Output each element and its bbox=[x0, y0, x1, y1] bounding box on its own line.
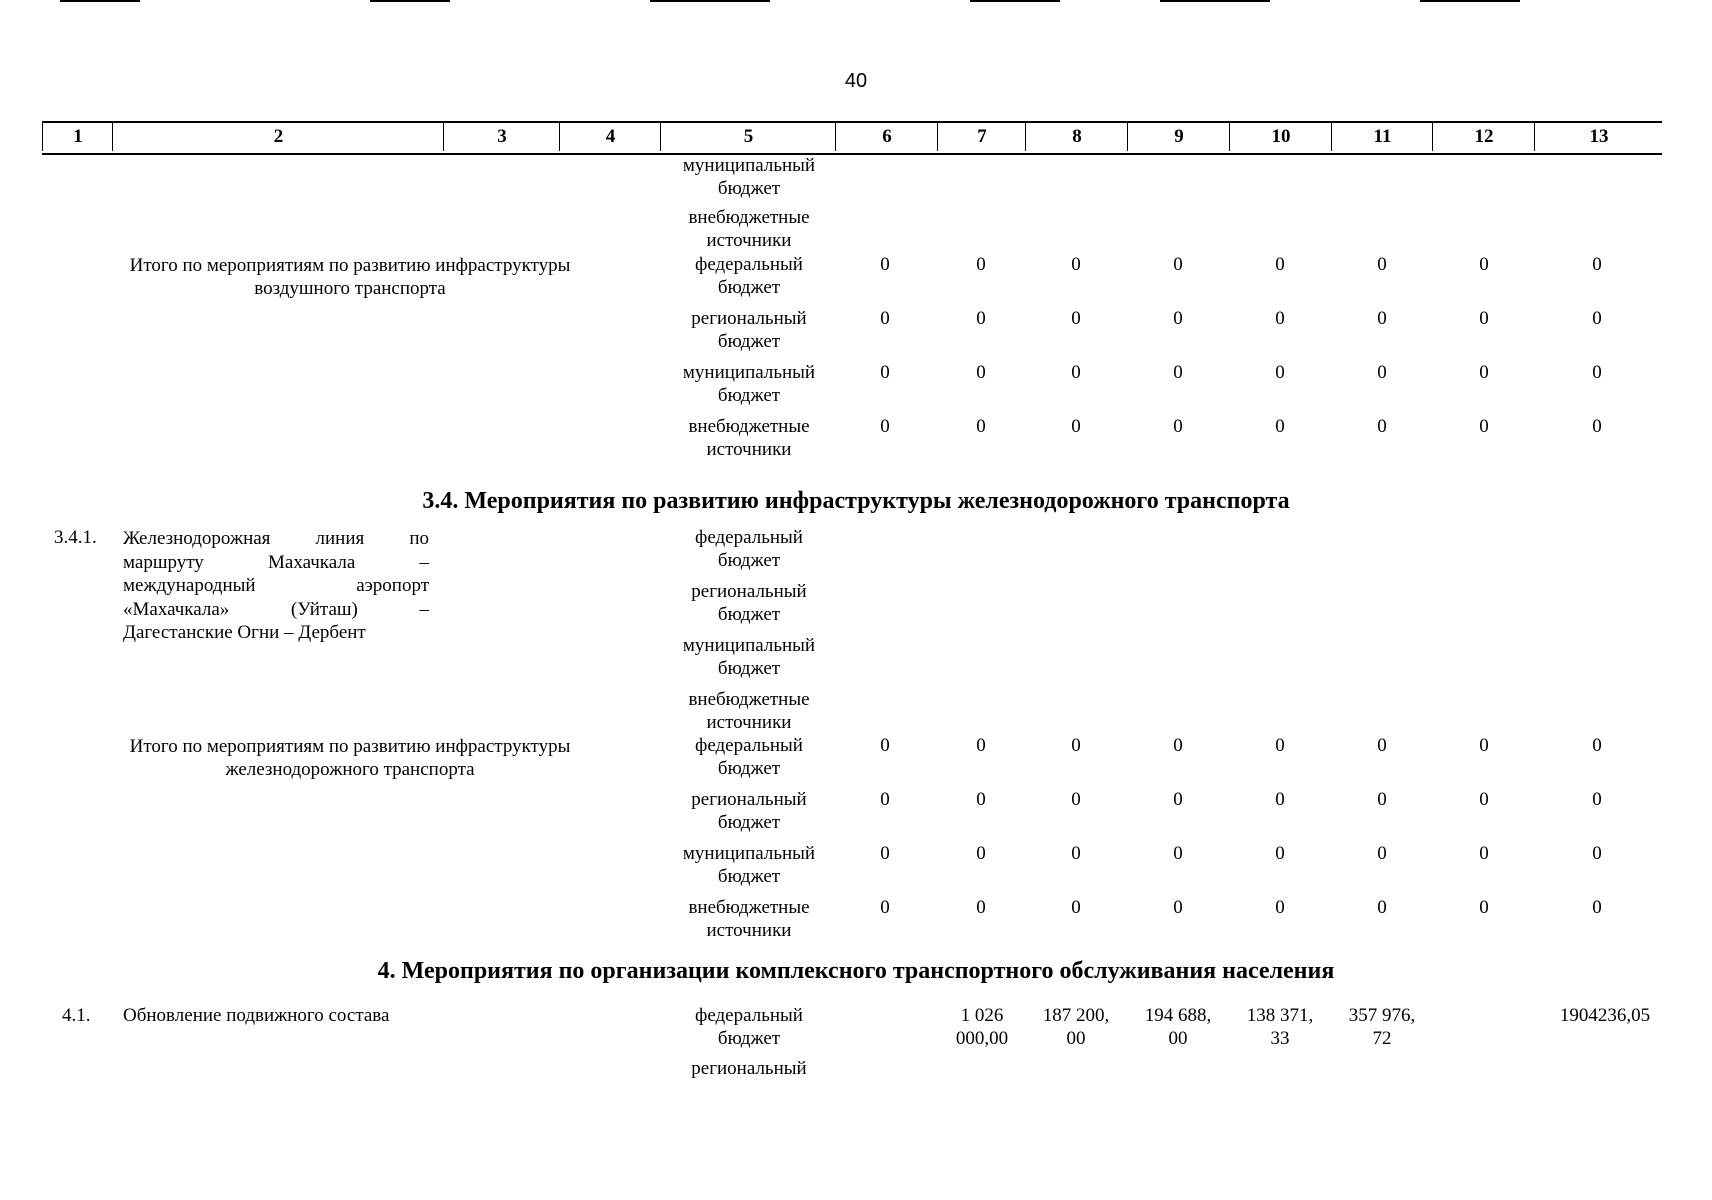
source-line: источники bbox=[706, 920, 792, 941]
header-col-2: 2 bbox=[112, 123, 444, 151]
zero-value-cell: 0 bbox=[1592, 362, 1602, 383]
word: маршруту bbox=[123, 551, 204, 573]
item-number: 4.1. bbox=[62, 1005, 91, 1026]
zero-value-cell: 0 bbox=[880, 416, 890, 437]
source-line: источники bbox=[706, 230, 792, 251]
source-line: бюджет bbox=[717, 178, 781, 199]
source-line: региональный bbox=[691, 1058, 807, 1079]
section-heading-3-4: 3.4. Мероприятия по развитию инфраструктуры железнодорожного транспорта bbox=[422, 488, 1290, 514]
source-line: внебюджетные bbox=[688, 416, 810, 437]
source-line: муниципальный bbox=[682, 843, 816, 864]
source-line: федеральный bbox=[695, 254, 803, 275]
zero-value-cell: 0 bbox=[1377, 897, 1387, 918]
source-line: федеральный bbox=[695, 735, 803, 756]
source-line: муниципальный bbox=[682, 635, 816, 656]
zero-value-cell: 0 bbox=[1071, 897, 1081, 918]
source-cell bbox=[660, 307, 838, 353]
zero-value-cell: 0 bbox=[1071, 308, 1081, 329]
word: «Махачкала» bbox=[123, 598, 230, 620]
source-cell bbox=[660, 154, 838, 200]
zero-value-cell: 0 bbox=[1173, 843, 1183, 864]
zero-value-cell: 0 bbox=[1275, 362, 1285, 383]
source-line: муниципальный bbox=[682, 155, 816, 176]
source-cell bbox=[660, 634, 838, 680]
zero-value-cell: 0 bbox=[1592, 897, 1602, 918]
source-cell bbox=[660, 896, 838, 942]
source-line: бюджет bbox=[717, 604, 781, 625]
zero-value-cell: 0 bbox=[1173, 362, 1183, 383]
zero-value-cell: 0 bbox=[1592, 735, 1602, 756]
value-cell-col-7 bbox=[932, 1004, 1032, 1050]
word: Дагестанские Огни – Дербент bbox=[123, 622, 366, 643]
zero-value-cell: 0 bbox=[1377, 254, 1387, 275]
zero-value-cell: 0 bbox=[1071, 735, 1081, 756]
word: – bbox=[419, 551, 429, 573]
zero-value-cell: 0 bbox=[1377, 416, 1387, 437]
zero-value-cell: 0 bbox=[976, 362, 986, 383]
zero-value-cell: 0 bbox=[1377, 362, 1387, 383]
item-name-line bbox=[123, 598, 429, 622]
item-name-line bbox=[123, 574, 429, 598]
total-label-line: воздушного транспорта bbox=[254, 278, 446, 299]
source-cell bbox=[660, 1057, 838, 1080]
zero-value-cell: 0 bbox=[1071, 416, 1081, 437]
source-line: региональный bbox=[691, 789, 807, 810]
zero-value-cell: 0 bbox=[880, 897, 890, 918]
zero-value-cell: 0 bbox=[880, 789, 890, 810]
header-col-5: 5 bbox=[660, 123, 836, 151]
zero-value-cell: 0 bbox=[1275, 735, 1285, 756]
word: Махачкала bbox=[268, 551, 356, 573]
header-col-6: 6 bbox=[835, 123, 938, 151]
word: Железнодорожная bbox=[123, 528, 271, 549]
value-line: 357 976, bbox=[1348, 1005, 1416, 1026]
zero-value-cell: 0 bbox=[976, 789, 986, 810]
value-line: 138 371, bbox=[1246, 1005, 1314, 1026]
zero-value-cell: 0 bbox=[1275, 789, 1285, 810]
zero-value-cell: 0 bbox=[1173, 254, 1183, 275]
zero-value-cell: 0 bbox=[1377, 735, 1387, 756]
value-line: 000,00 bbox=[955, 1028, 1009, 1049]
zero-value-cell: 0 bbox=[1173, 897, 1183, 918]
header-col-12: 12 bbox=[1432, 123, 1535, 151]
zero-value-cell: 0 bbox=[1275, 416, 1285, 437]
item-name-line bbox=[123, 527, 429, 551]
zero-value-cell: 0 bbox=[1173, 308, 1183, 329]
source-cell bbox=[660, 361, 838, 407]
zero-value-cell: 0 bbox=[1479, 416, 1489, 437]
item-name-line bbox=[123, 551, 429, 575]
page-number: 40 bbox=[844, 70, 868, 92]
source-cell bbox=[660, 734, 838, 780]
source-line: муниципальный bbox=[682, 362, 816, 383]
zero-value-cell: 0 bbox=[1592, 308, 1602, 329]
zero-value-cell: 0 bbox=[1592, 843, 1602, 864]
source-cell bbox=[660, 253, 838, 299]
value-cell-col-8 bbox=[1026, 1004, 1126, 1050]
word: (Уйташ) bbox=[290, 598, 358, 620]
source-line: внебюджетные bbox=[688, 207, 810, 228]
total-label-line: Итого по мероприятиям по развитию инфраструктуры bbox=[129, 736, 571, 757]
zero-value-cell: 0 bbox=[976, 843, 986, 864]
source-line: бюджет bbox=[717, 331, 781, 352]
source-line: бюджет bbox=[717, 385, 781, 406]
item-number: 3.4.1. bbox=[54, 527, 97, 548]
item-name: Обновление подвижного состава bbox=[123, 1005, 390, 1026]
source-line: источники bbox=[706, 439, 792, 460]
zero-value-cell: 0 bbox=[1071, 254, 1081, 275]
item-name-line bbox=[123, 621, 429, 645]
zero-value-cell: 0 bbox=[880, 308, 890, 329]
source-cell bbox=[660, 842, 838, 888]
header-col-10: 10 bbox=[1229, 123, 1332, 151]
zero-value-cell: 0 bbox=[1479, 789, 1489, 810]
total-label-line: Итого по мероприятиям по развитию инфраструктуры bbox=[129, 255, 571, 276]
source-cell bbox=[660, 526, 838, 572]
section-heading-4: 4. Мероприятия по организации комплексного транспортного обслуживания населения bbox=[377, 958, 1335, 984]
source-cell bbox=[660, 688, 838, 734]
zero-value-cell: 0 bbox=[1173, 735, 1183, 756]
zero-value-cell: 0 bbox=[1275, 308, 1285, 329]
header-col-13: 13 bbox=[1534, 123, 1663, 151]
zero-value-cell: 0 bbox=[976, 416, 986, 437]
zero-value-cell: 0 bbox=[1479, 362, 1489, 383]
total-label-line: железнодорожного транспорта bbox=[225, 759, 475, 780]
source-line: региональный bbox=[691, 308, 807, 329]
value-line: 00 bbox=[1066, 1028, 1086, 1049]
source-line: федеральный bbox=[695, 527, 803, 548]
zero-value-cell: 0 bbox=[1275, 843, 1285, 864]
source-cell bbox=[660, 788, 838, 834]
value-cell-col-10 bbox=[1230, 1004, 1330, 1050]
zero-value-cell: 0 bbox=[1071, 362, 1081, 383]
zero-value-cell: 0 bbox=[976, 254, 986, 275]
zero-value-cell: 0 bbox=[1071, 789, 1081, 810]
rail-total-label bbox=[110, 735, 590, 781]
value-line: 33 bbox=[1270, 1028, 1290, 1049]
source-line: бюджет bbox=[717, 812, 781, 833]
source-cell bbox=[660, 1004, 838, 1050]
source-cell bbox=[660, 580, 838, 626]
value-cell-col-13: 1904236,05 bbox=[1559, 1005, 1651, 1026]
zero-value-cell: 0 bbox=[1377, 308, 1387, 329]
source-line: бюджет bbox=[717, 866, 781, 887]
source-line: бюджет bbox=[717, 658, 781, 679]
value-line: 194 688, bbox=[1144, 1005, 1212, 1026]
item-name bbox=[123, 527, 429, 645]
value-line: 187 200, bbox=[1042, 1005, 1110, 1026]
word: аэропорт bbox=[356, 575, 429, 596]
source-line: региональный bbox=[691, 581, 807, 602]
zero-value-cell: 0 bbox=[1592, 789, 1602, 810]
zero-value-cell: 0 bbox=[880, 843, 890, 864]
zero-value-cell: 0 bbox=[1479, 843, 1489, 864]
zero-value-cell: 0 bbox=[1275, 897, 1285, 918]
zero-value-cell: 0 bbox=[976, 308, 986, 329]
source-line: федеральный bbox=[695, 1005, 803, 1026]
source-cell bbox=[660, 206, 838, 252]
source-line: внебюджетные bbox=[688, 897, 810, 918]
zero-value-cell: 0 bbox=[1173, 416, 1183, 437]
zero-value-cell: 0 bbox=[1377, 843, 1387, 864]
zero-value-cell: 0 bbox=[976, 735, 986, 756]
zero-value-cell: 0 bbox=[1479, 897, 1489, 918]
zero-value-cell: 0 bbox=[1071, 843, 1081, 864]
value-line: 00 bbox=[1168, 1028, 1188, 1049]
value-line: 72 bbox=[1372, 1028, 1392, 1049]
zero-value-cell: 0 bbox=[1479, 308, 1489, 329]
word: по bbox=[409, 528, 429, 549]
zero-value-cell: 0 bbox=[880, 362, 890, 383]
value-cell-col-11 bbox=[1332, 1004, 1432, 1050]
source-cell bbox=[660, 415, 838, 461]
header-col-9: 9 bbox=[1127, 123, 1230, 151]
header-col-4: 4 bbox=[559, 123, 661, 151]
source-line: бюджет bbox=[717, 550, 781, 571]
zero-value-cell: 0 bbox=[880, 735, 890, 756]
source-line: внебюджетные bbox=[688, 689, 810, 710]
word: линия bbox=[315, 528, 365, 549]
zero-value-cell: 0 bbox=[1479, 254, 1489, 275]
source-line: бюджет bbox=[717, 277, 781, 298]
header-col-8: 8 bbox=[1025, 123, 1128, 151]
air-total-label bbox=[110, 254, 590, 300]
header-col-3: 3 bbox=[443, 123, 560, 151]
zero-value-cell: 0 bbox=[1275, 254, 1285, 275]
zero-value-cell: 0 bbox=[1479, 735, 1489, 756]
header-col-1: 1 bbox=[42, 123, 113, 151]
source-line: источники bbox=[706, 712, 792, 733]
zero-value-cell: 0 bbox=[1377, 789, 1387, 810]
zero-value-cell: 0 bbox=[976, 897, 986, 918]
zero-value-cell: 0 bbox=[880, 254, 890, 275]
zero-value-cell: 0 bbox=[1592, 416, 1602, 437]
word: – bbox=[419, 598, 429, 620]
word: международный bbox=[123, 575, 256, 596]
header-col-11: 11 bbox=[1331, 123, 1433, 151]
source-line: бюджет bbox=[717, 758, 781, 779]
zero-value-cell: 0 bbox=[1592, 254, 1602, 275]
header-col-7: 7 bbox=[937, 123, 1026, 151]
zero-value-cell: 0 bbox=[1173, 789, 1183, 810]
value-line: 1 026 bbox=[960, 1005, 1004, 1026]
value-cell-col-9 bbox=[1128, 1004, 1228, 1050]
source-line: бюджет bbox=[717, 1028, 781, 1049]
